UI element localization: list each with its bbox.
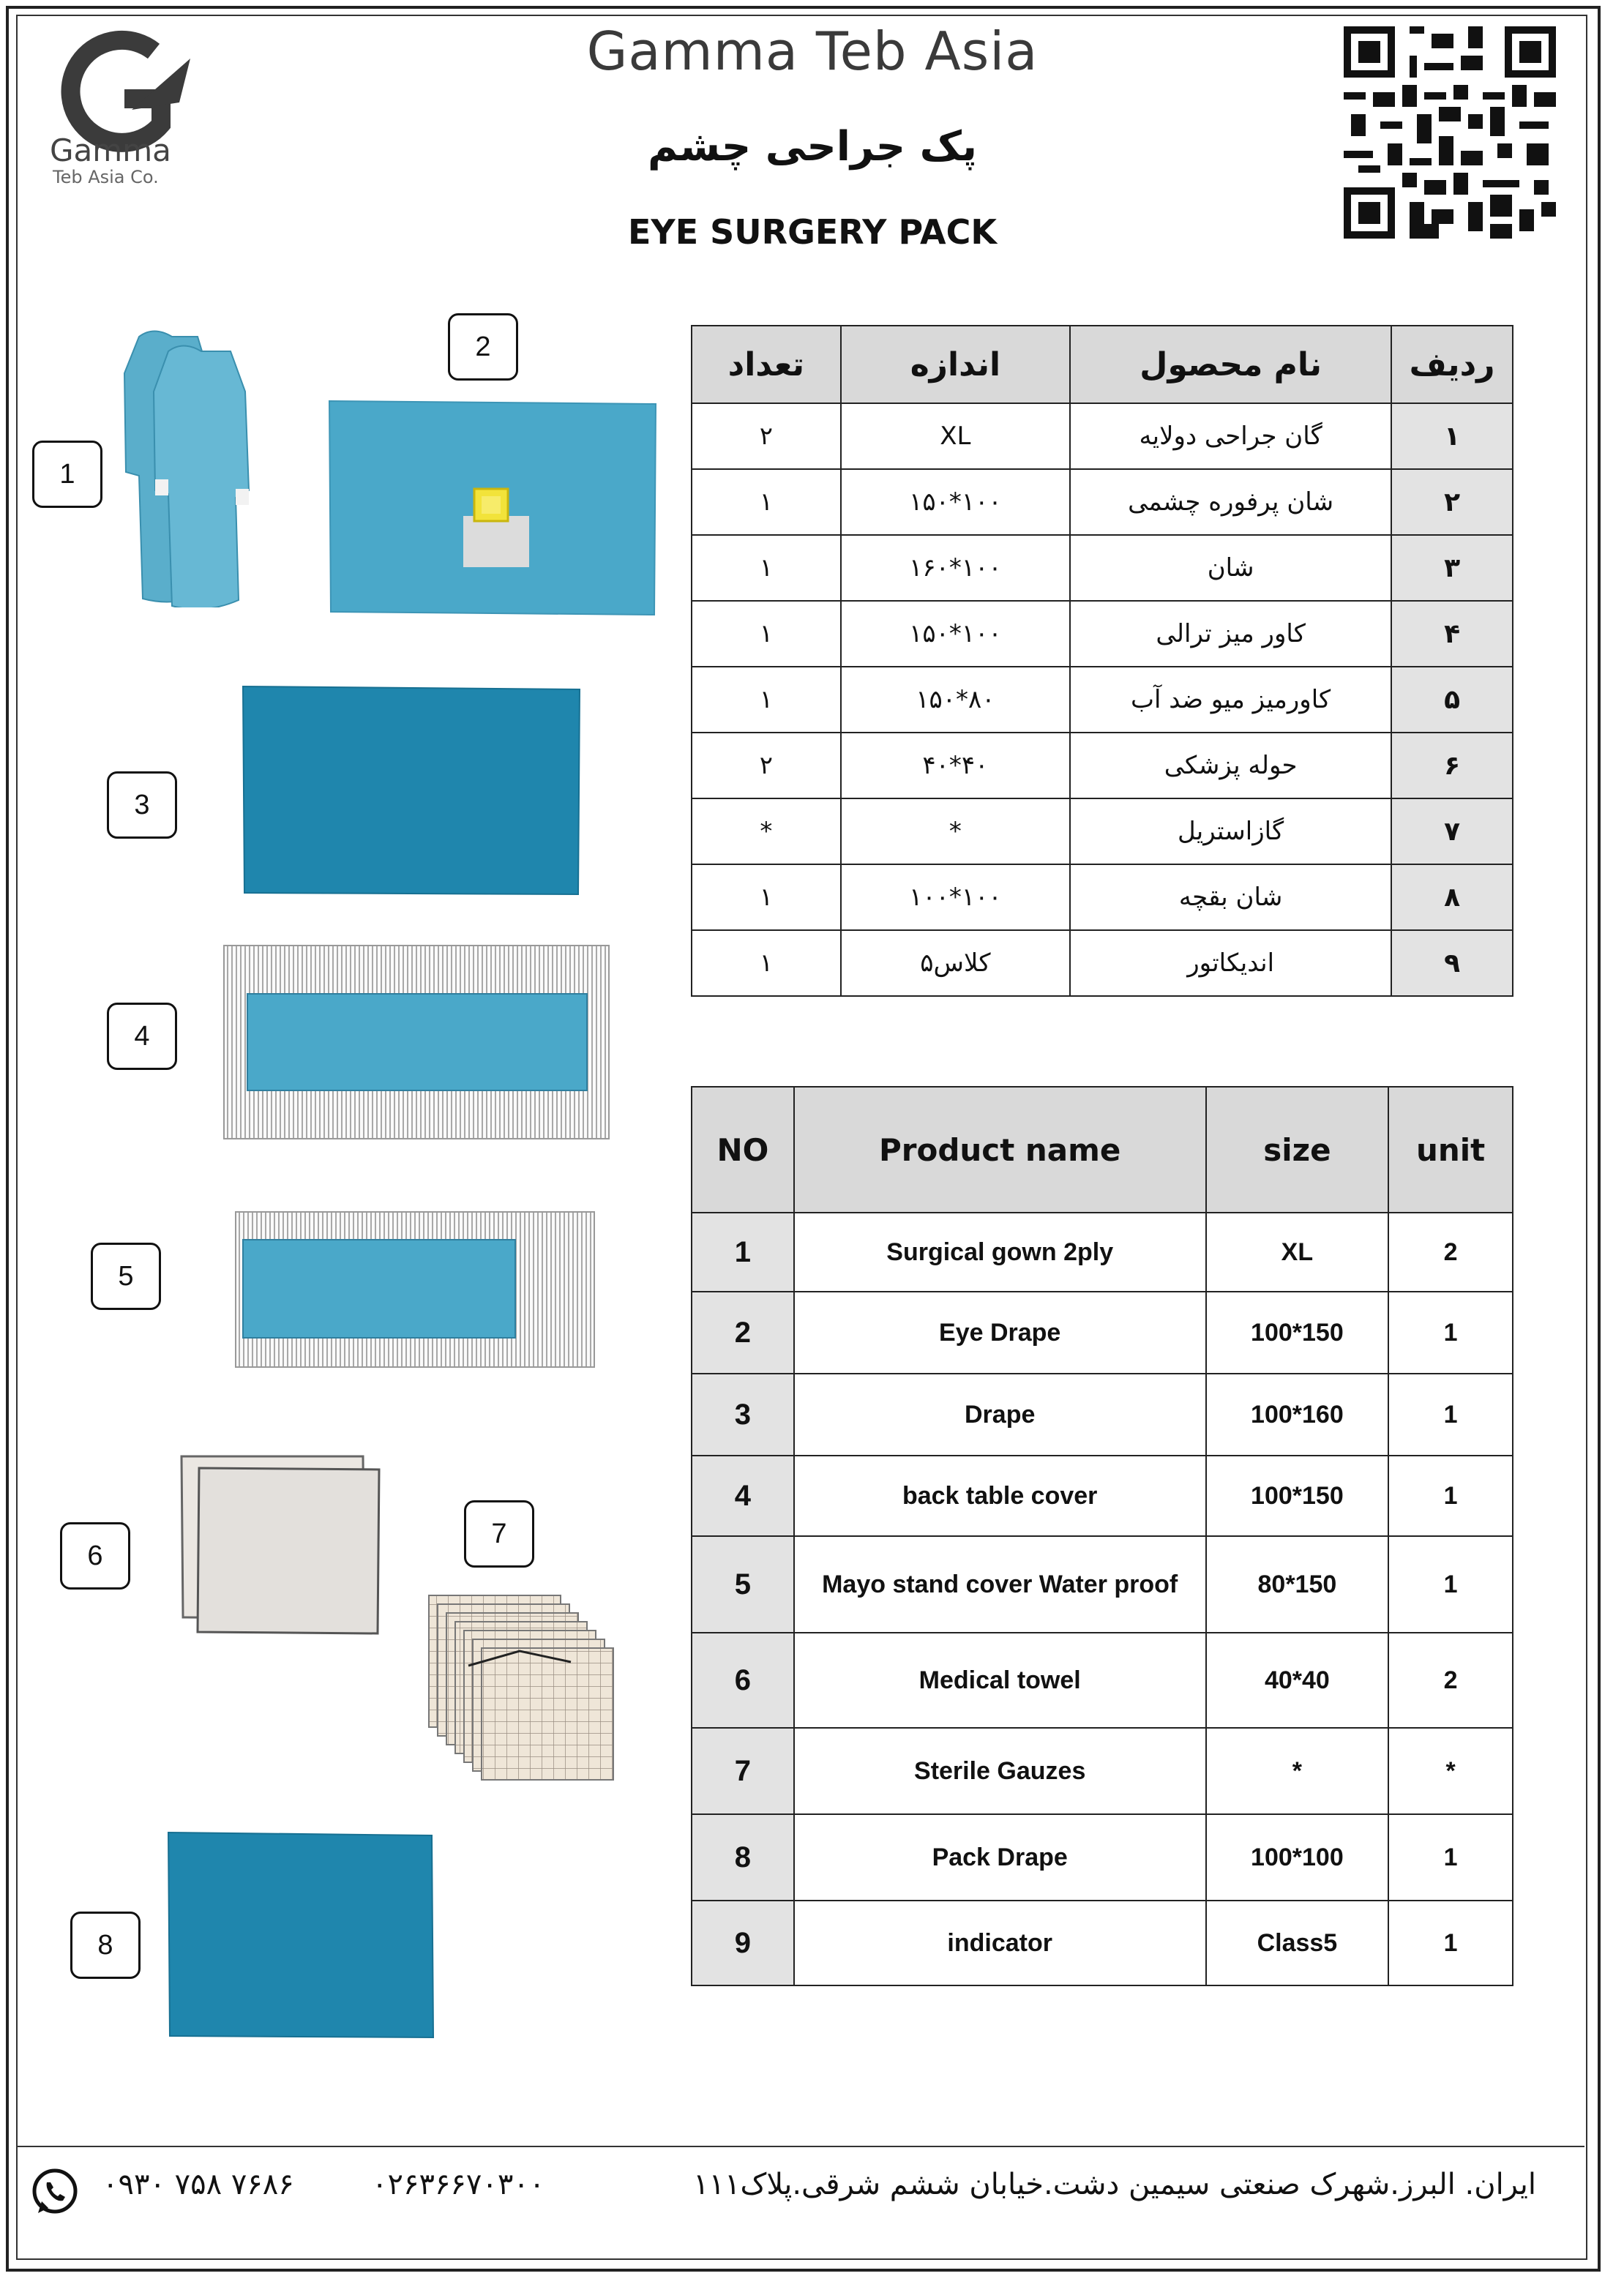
product-table-fa	[691, 325, 1513, 997]
office-phone: ۰۲۶۳۶۶۷۰۳۰۰	[372, 2168, 545, 2201]
cell: 8	[692, 1814, 794, 1901]
cell: Pack Drape	[794, 1814, 1206, 1901]
page-title-en: EYE SURGERY PACK	[628, 212, 997, 252]
cell: شان پرفوره چشمی	[1070, 469, 1391, 535]
cell: Medical towel	[794, 1633, 1206, 1728]
cell: 5	[692, 1536, 794, 1633]
cell: Drape	[794, 1374, 1206, 1456]
cell: ۹	[1391, 930, 1513, 996]
item-number-6: 6	[60, 1522, 130, 1590]
cell: 2	[1388, 1213, 1513, 1292]
table-row	[692, 601, 1513, 667]
table-row	[692, 535, 1513, 601]
item-number-3: 3	[107, 771, 177, 839]
cell: 1	[692, 1213, 794, 1292]
table-row	[692, 930, 1513, 996]
table-row	[692, 1901, 1513, 1985]
cell: *	[841, 798, 1070, 864]
cell: *	[1388, 1728, 1513, 1814]
item-number-4: 4	[107, 1003, 177, 1070]
table-row	[692, 733, 1513, 798]
table-row	[692, 1728, 1513, 1814]
table-row	[692, 798, 1513, 864]
cell: شان	[1070, 535, 1391, 601]
col-header-quantity: تعداد	[692, 326, 841, 403]
cell: 3	[692, 1374, 794, 1456]
brand-name: Gamma Teb Asia	[586, 20, 1039, 82]
cell: 100*150	[1206, 1456, 1389, 1536]
cell: ۱	[1391, 403, 1513, 469]
cell: Surgical gown 2ply	[794, 1213, 1206, 1292]
cell: ۸۰*۱۵۰	[841, 667, 1070, 733]
cell: *	[692, 798, 841, 864]
cell: شان بقچه	[1070, 864, 1391, 930]
cell: Mayo stand cover Water proof	[794, 1536, 1206, 1633]
cell: کاورمیز میو ضد آب	[1070, 667, 1391, 733]
cell: گان جراحی دولایه	[1070, 403, 1391, 469]
footer-divider	[16, 2146, 1584, 2147]
col-header-product-name: نام محصول	[1070, 326, 1391, 403]
pack-drape-icon	[167, 1831, 435, 2039]
cell: Eye Drape	[794, 1292, 1206, 1374]
sterile-gauze-icon	[424, 1592, 622, 1790]
table-header-row	[692, 326, 1513, 403]
cell: ۱	[692, 601, 841, 667]
cell: 1	[1388, 1456, 1513, 1536]
cell: ۲	[692, 733, 841, 798]
cell: 7	[692, 1728, 794, 1814]
table-row	[692, 864, 1513, 930]
cell: 9	[692, 1901, 794, 1985]
cell: ۱۰۰*۱۰۰	[841, 864, 1070, 930]
cell: 100*100	[1206, 1814, 1389, 1901]
surgical-gown-icon	[110, 322, 278, 607]
cell: 2	[692, 1292, 794, 1374]
cell: ۲	[692, 403, 841, 469]
cell: ۷	[1391, 798, 1513, 864]
gamma-logo	[44, 29, 212, 190]
cell: 6	[692, 1633, 794, 1728]
table-row	[692, 667, 1513, 733]
mobile-phone: ۰۹۳۰ ۷۵۸ ۷۶۸۶	[102, 2168, 294, 2201]
cell: XL	[841, 403, 1070, 469]
item-number-5: 5	[91, 1243, 161, 1310]
table-row	[692, 1814, 1513, 1901]
cell: *	[1206, 1728, 1389, 1814]
table-row	[692, 1633, 1513, 1728]
cell: 1	[1388, 1292, 1513, 1374]
cell: گازاستریل	[1070, 798, 1391, 864]
cell: ۸	[1391, 864, 1513, 930]
cell: Class5	[1206, 1901, 1389, 1985]
page-title-fa: پک جراحی چشم	[647, 123, 978, 171]
table-row	[692, 469, 1513, 535]
col-header-size: اندازه	[841, 326, 1070, 403]
table-row	[692, 1374, 1513, 1456]
cell: 2	[1388, 1633, 1513, 1728]
cell: back table cover	[794, 1456, 1206, 1536]
cell: ۲	[1391, 469, 1513, 535]
cell: Sterile Gauzes	[794, 1728, 1206, 1814]
item-number-7: 7	[464, 1500, 534, 1568]
item-number-1: 1	[32, 441, 102, 508]
table-row	[692, 1456, 1513, 1536]
cell: 1	[1388, 1901, 1513, 1985]
cell: ۵	[1391, 667, 1513, 733]
table-row	[692, 1292, 1513, 1374]
cell: ۱۰۰*۱۵۰	[841, 469, 1070, 535]
cell: ۴	[1391, 601, 1513, 667]
cell: 4	[692, 1456, 794, 1536]
col-header-size: size	[1206, 1087, 1389, 1213]
drape-icon	[242, 685, 581, 896]
cell: حوله پزشکی	[1070, 733, 1391, 798]
company-address: ایران. البرز.شهرک صنعتی سیمین دشت.خیابان ششم شرقی.پلاک۱۱۱	[693, 2168, 1536, 2201]
cell: 100*160	[1206, 1374, 1389, 1456]
cell: ۶	[1391, 733, 1513, 798]
cell: ۱	[692, 667, 841, 733]
table-row	[692, 1213, 1513, 1292]
cell: کلاس۵	[841, 930, 1070, 996]
product-table-en	[691, 1086, 1513, 1986]
table-row	[692, 1536, 1513, 1633]
medical-towel-icon	[179, 1453, 383, 1636]
cell: ۱	[692, 469, 841, 535]
cell: ۱	[692, 864, 841, 930]
mayo-stand-cover-icon	[234, 1210, 596, 1369]
eye-drape-icon	[328, 395, 657, 618]
cell: ۳	[1391, 535, 1513, 601]
table-header-row	[692, 1087, 1513, 1213]
cell: اندیکاتور	[1070, 930, 1391, 996]
item-number-8: 8	[70, 1912, 141, 1979]
cell: ۱۰۰*۱۵۰	[841, 601, 1070, 667]
cell: 1	[1388, 1814, 1513, 1901]
cell: XL	[1206, 1213, 1389, 1292]
col-header-unit: unit	[1388, 1087, 1513, 1213]
table-row	[692, 403, 1513, 469]
cell: ۱	[692, 535, 841, 601]
cell: 1	[1388, 1374, 1513, 1456]
cell: ۴۰*۴۰	[841, 733, 1070, 798]
qr-code-icon	[1344, 26, 1556, 239]
item-number-2: 2	[448, 313, 518, 381]
col-header-product-name: Product name	[794, 1087, 1206, 1213]
back-table-cover-icon	[222, 944, 610, 1140]
logo-main-text: Gamma	[50, 132, 171, 168]
cell: ۱۰۰*۱۶۰	[841, 535, 1070, 601]
cell: ۱	[692, 930, 841, 996]
col-header-row-no: ردیف	[1391, 326, 1513, 403]
col-header-no: NO	[692, 1087, 794, 1213]
whatsapp-icon	[29, 2166, 81, 2217]
cell: indicator	[794, 1901, 1206, 1985]
cell: 40*40	[1206, 1633, 1389, 1728]
cell: کاور میز ترالی	[1070, 601, 1391, 667]
cell: 100*150	[1206, 1292, 1389, 1374]
cell: 1	[1388, 1536, 1513, 1633]
cell: 80*150	[1206, 1536, 1389, 1633]
logo-sub-text: Teb Asia Co.	[53, 167, 159, 187]
